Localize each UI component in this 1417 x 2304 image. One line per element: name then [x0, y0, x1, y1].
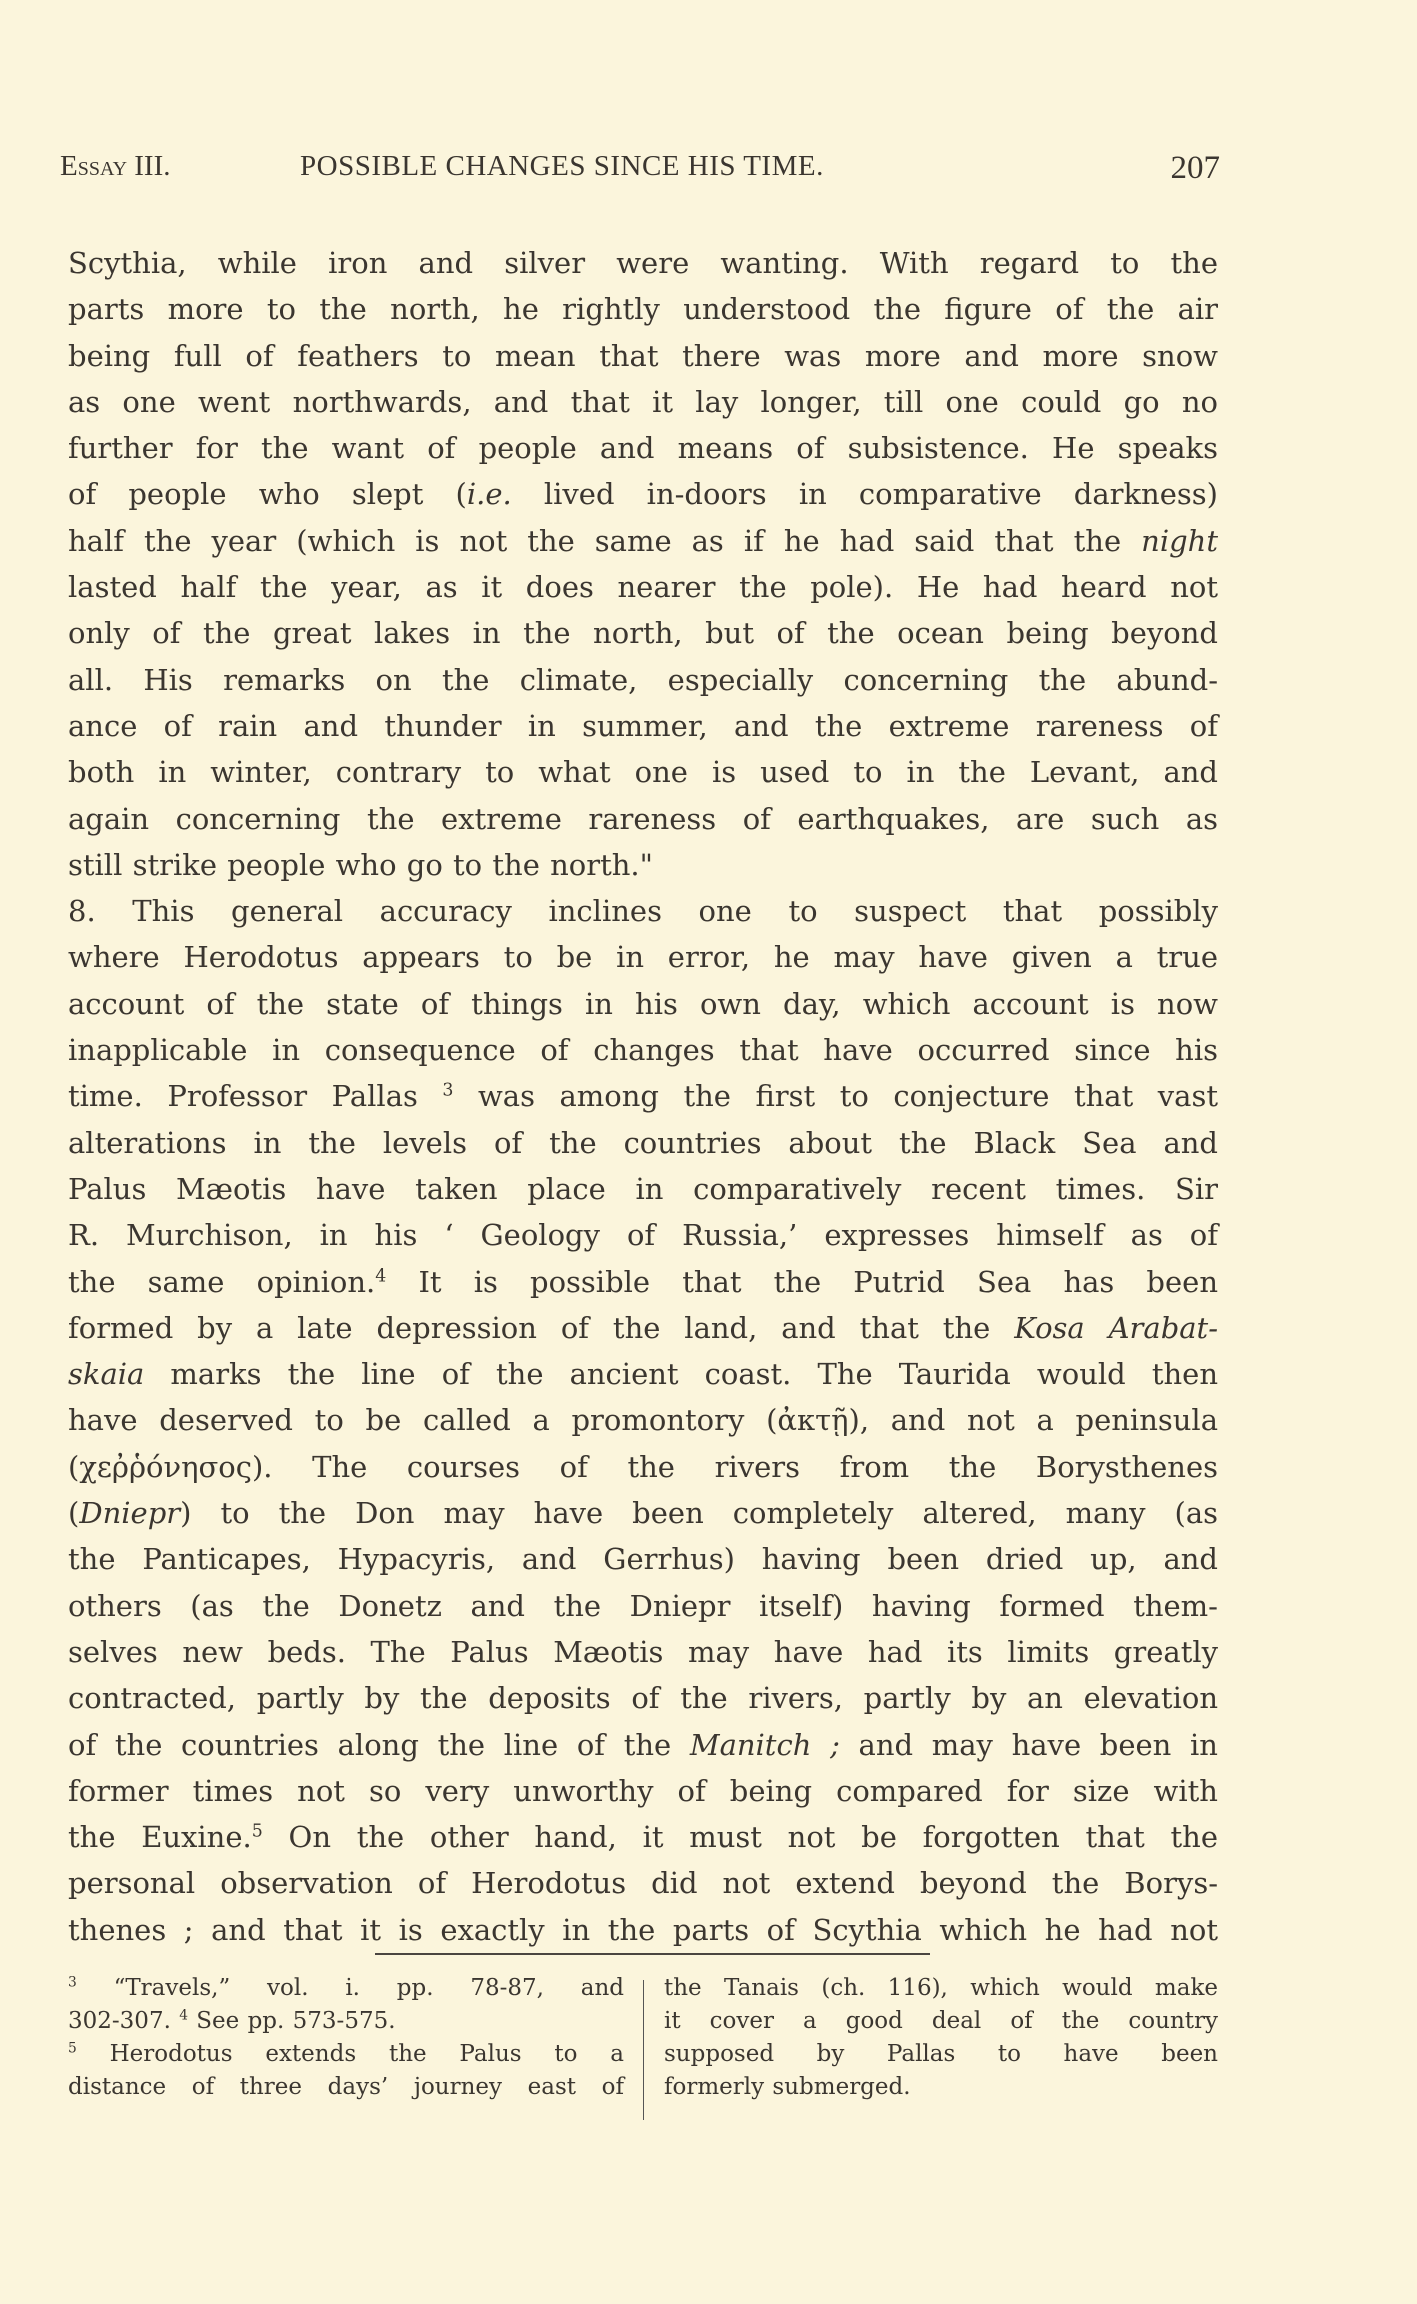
text-segment: only of the great lakes in the north, but of the ocean being beyond: [68, 616, 1218, 651]
header-title: POSSIBLE CHANGES SINCE HIS TIME.: [300, 150, 824, 182]
text-segment: Herodotus extends the Palus to a: [76, 2041, 624, 2067]
body-text: [68, 240, 1218, 1953]
text-line: [68, 934, 1218, 980]
text-line: [68, 471, 1218, 517]
text-segment: distance of three days’ journey east of: [68, 2074, 624, 2100]
text-segment: the Euxine.: [68, 1820, 252, 1855]
text-line: [68, 703, 1218, 749]
text-segment: was among the first to conjecture that vast: [453, 1079, 1218, 1114]
text-line: [68, 1444, 1218, 1490]
text-line: [68, 1675, 1218, 1721]
text-segment: marks the line of the ancient coast. The Taurida would then: [144, 1357, 1218, 1392]
italic-text: skaia: [68, 1357, 145, 1392]
footnote-line: [664, 2071, 1218, 2104]
text-segment: time. Professor Pallas: [68, 1079, 443, 1114]
text-segment: parts more to the north, he rightly understood the figure of the air: [68, 292, 1218, 327]
text-segment: On the other hand, it must not be forgotten that the: [262, 1820, 1218, 1855]
footnote-marker: 5: [68, 2040, 77, 2057]
footnote-line: [664, 2005, 1218, 2038]
text-line: [68, 564, 1218, 610]
text-line: [68, 749, 1218, 795]
text-segment: the same opinion.: [68, 1264, 376, 1299]
text-segment: it cover a good deal of the country: [664, 2008, 1218, 2034]
text-line: [68, 657, 1218, 703]
text-segment: ance of rain and thunder in summer, and the extreme rareness of: [68, 708, 1218, 743]
text-segment: R. Murchison, in his ‘ Geology of Russia,’ expresses himself as of: [68, 1218, 1218, 1253]
text-line: [68, 1073, 1218, 1119]
text-segment: again concerning the extreme rareness of earthquakes, are such as: [68, 801, 1218, 836]
footnote-rule: [375, 1953, 930, 1955]
text-segment: inapplicable in consequence of changes that have occurred since his: [68, 1033, 1218, 1068]
text-line: [68, 1027, 1218, 1073]
text-segment: lasted half the year, as it does nearer the pole). He had heard not: [68, 570, 1218, 605]
footnote-line: [68, 2038, 624, 2071]
text-segment: further for the want of people and means of subsistence. He speaks: [68, 431, 1218, 466]
text-line: [68, 1490, 1218, 1536]
text-segment: Scythia, while iron and silver were wanting. With regard to the: [68, 246, 1218, 280]
text-line: [68, 1814, 1218, 1860]
italic-text: night: [1141, 523, 1218, 558]
text-segment: alterations in the levels of the countries about the Black Sea and: [68, 1125, 1218, 1160]
running-header: [60, 150, 1220, 190]
footnote-column-divider: [643, 1980, 644, 2120]
text-segment: the Panticapes, Hypacyris, and Gerrhus) having been dried up, and: [68, 1542, 1218, 1577]
page-number: 207: [1170, 150, 1220, 186]
text-line: [68, 379, 1218, 425]
text-segment: of the countries along the line of the: [68, 1727, 690, 1762]
text-line: [68, 1351, 1218, 1397]
text-segment: 8. This general accuracy inclines one to suspect that possibly: [68, 894, 1218, 929]
text-segment: half the year (which is not the same as if he had said that the: [68, 523, 1142, 558]
text-segment: as one went northwards, and that it lay longer, till one could go no: [68, 384, 1218, 419]
text-segment: thenes ; and that it is exactly in the parts of Scythia which he had not: [68, 1912, 1218, 1947]
footnotes-right-column: [664, 1972, 1218, 2104]
text-segment: and may have been in: [839, 1727, 1218, 1762]
italic-text: i.e.: [466, 477, 512, 512]
text-segment: of people who slept (: [68, 477, 467, 512]
text-segment: selves new beds. The Palus Mæotis may have had its limits greatly: [68, 1634, 1218, 1669]
text-line: [68, 1583, 1218, 1629]
text-line: [68, 1907, 1218, 1953]
text-segment: formed by a late depression of the land, and that the: [68, 1310, 1015, 1345]
text-line: [68, 842, 1218, 888]
text-line: [68, 1629, 1218, 1675]
text-segment: ) to the Don may have been completely altered, many (as: [180, 1496, 1218, 1531]
text-segment: 302-307.: [68, 2008, 180, 2034]
text-segment: former times not so very unworthy of being compared for size with: [68, 1773, 1218, 1808]
footnote-line: [68, 1972, 624, 2005]
text-line: [68, 1722, 1218, 1768]
text-line: [68, 518, 1218, 564]
text-segment: both in winter, contrary to what one is used to in the Levant, and: [68, 755, 1218, 790]
text-line: [68, 610, 1218, 656]
text-segment: contracted, partly by the deposits of the rivers, partly by an elevation: [68, 1681, 1218, 1716]
footnote-line: [68, 2071, 624, 2104]
italic-text: Manitch ;: [689, 1727, 840, 1762]
text-line: [68, 1860, 1218, 1906]
text-segment: others (as the Donetz and the Dniepr itself) having formed them-: [68, 1588, 1218, 1623]
text-segment: Palus Mæotis have taken place in comparatively recent times. Sir: [68, 1171, 1218, 1206]
footnote-line: [664, 2038, 1218, 2071]
text-segment: account of the state of things in his own day, which account is now: [68, 986, 1218, 1021]
footnote-marker: 4: [375, 1266, 387, 1287]
text-line: [68, 888, 1218, 934]
text-segment: being full of feathers to mean that there was more and more snow: [68, 338, 1218, 373]
text-line: [68, 1768, 1218, 1814]
text-line: [68, 240, 1218, 286]
footnote-line: [664, 1972, 1218, 2005]
text-segment: personal observation of Herodotus did not extend beyond the Borys-: [68, 1866, 1218, 1901]
text-segment: the Tanais (ch. 116), which would make: [664, 1975, 1218, 2001]
text-segment: lived in-doors in comparative darkness): [511, 477, 1218, 512]
text-line: [68, 286, 1218, 332]
footnote-marker: 5: [251, 1821, 263, 1842]
text-segment: See pp. 573-575.: [187, 2008, 396, 2034]
text-line: [68, 1259, 1218, 1305]
text-line: [68, 1305, 1218, 1351]
header-essay-label: Essay III.: [60, 150, 171, 182]
text-segment: It is possible that the Putrid Sea has been: [386, 1264, 1219, 1299]
text-segment: still strike people who go to the north.": [68, 847, 653, 882]
text-line: [68, 1212, 1218, 1258]
footnote-marker: 3: [68, 1974, 77, 1991]
text-line: [68, 981, 1218, 1027]
italic-text: Dniepr: [79, 1496, 181, 1531]
text-segment: where Herodotus appears to be in error, he may have given a true: [68, 940, 1218, 975]
text-segment: (: [68, 1496, 80, 1531]
text-line: [68, 796, 1218, 842]
text-segment: formerly submerged.: [664, 2074, 911, 2100]
text-segment: “Travels,” vol. i. pp. 78-87, and: [76, 1975, 624, 2001]
text-line: [68, 1166, 1218, 1212]
text-line: [68, 333, 1218, 379]
text-line: [68, 1397, 1218, 1443]
footnote-line: [68, 2005, 624, 2038]
italic-text: Kosa Arabat-: [1014, 1310, 1218, 1345]
text-segment: supposed by Pallas to have been: [664, 2041, 1218, 2067]
footnotes-left-column: [68, 1972, 624, 2104]
footnote-marker: 3: [442, 1080, 454, 1101]
text-segment: all. His remarks on the climate, especially concerning the abund-: [68, 662, 1218, 697]
footnote-marker: 4: [179, 2007, 188, 2024]
text-segment: (χεῤῥόνησος). The courses of the rivers from the Borysthenes: [68, 1449, 1218, 1484]
text-line: [68, 1120, 1218, 1166]
text-line: [68, 425, 1218, 471]
text-segment: have deserved to be called a promontory (ἀκτῇ), and not a peninsula: [68, 1403, 1218, 1438]
text-line: [68, 1536, 1218, 1582]
